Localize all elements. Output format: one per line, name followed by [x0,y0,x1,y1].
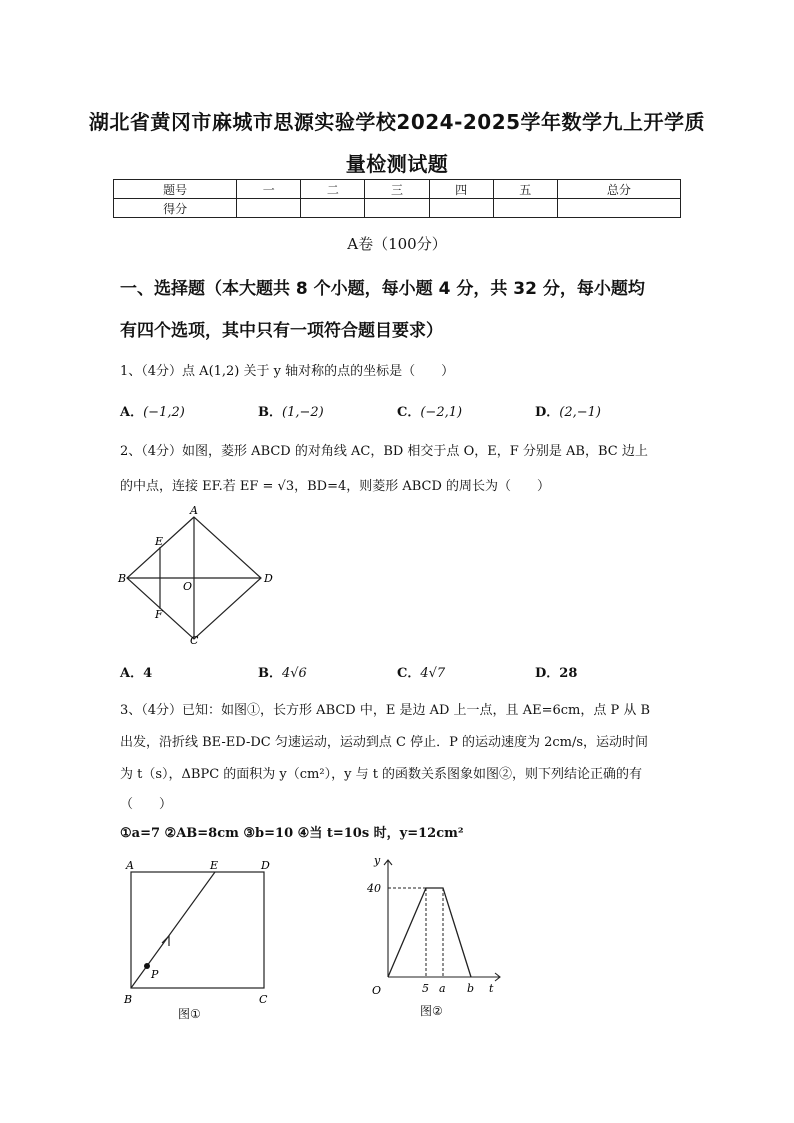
label-e: E [155,535,164,548]
score-header-cell: 四 [429,180,493,199]
label-origin: O [372,984,382,997]
segment-be [131,872,215,988]
option-label: D． [535,666,560,681]
label-o: O [183,580,193,593]
page-title: 湖北省黄冈市麻城市思源实验学校2024-2025学年数学九上开学质 [88,110,706,134]
part1-heading-continued: 有四个选项，其中只有一项符合题目要求） [120,321,443,341]
score-cell[interactable] [237,199,301,218]
label-a: A [126,859,134,872]
question-3-line-3: 为 t（s），ΔBPC 的面积为 y（cm²），y 与 t 的函数关系图象如图②，则下列结论正确的有 [120,767,643,782]
rectangle-figure [118,852,288,1027]
option-label: A． [120,666,144,681]
label-c: C [190,634,199,645]
label-p: P [151,968,159,981]
score-row-label: 得分 [114,199,237,218]
label-f: F [155,608,163,621]
score-cell[interactable] [493,199,557,218]
q1-option-c[interactable] [397,401,462,420]
score-header-cell: 题号 [114,180,237,199]
label-y: y [374,854,381,867]
option-label: B． [258,666,282,681]
score-table-row [114,199,681,218]
question-3-statements: ①a=7 ②AB=8cm ③b=10 ④当 t=10s 时，y=12cm² [120,826,464,841]
option-label: B． [258,405,282,420]
figure-1-caption: 图① [178,1007,201,1021]
label-40: 40 [367,882,381,895]
option-value: (1,−2) [282,405,324,420]
question-2-continued: 的中点，连接 EF.若 EF = √3，BD=4，则菱形 ABCD 的周长为（ ） [120,479,551,494]
option-value: 4√6 [282,666,307,681]
label-e: E [210,859,219,872]
label-b: B [118,572,127,585]
option-value: 28 [559,666,578,681]
option-value: 4√7 [420,666,446,681]
label-c: C [259,993,268,1006]
question-3: 3、（4分）已知：如图①，长方形 ABCD 中，E 是边 AD 上一点，且 AE=6cm，点 P 从 B [120,703,651,718]
q2-option-b[interactable] [258,662,307,681]
score-cell[interactable] [365,199,429,218]
label-a: A [190,505,198,517]
score-header-cell: 五 [493,180,557,199]
score-cell[interactable] [429,199,493,218]
label-t: t [489,982,494,995]
option-value: (−1,2) [143,405,185,420]
score-header-cell: 总分 [557,180,680,199]
part1-heading: 一、选择题（本大题共 8 个小题，每小题 4 分，共 32 分，每小题均 [120,279,645,299]
page-title-continued: 量检测试题 [345,152,449,176]
q2-option-c[interactable] [397,662,445,681]
question-1: 1、（4分）点 A(1,2) 关于 y 轴对称的点的坐标是（ ） [120,364,455,379]
q1-option-b[interactable] [258,401,324,420]
label-b: B [124,993,133,1006]
label-b: b [467,982,475,995]
option-label: A． [120,405,144,420]
question-2: 2、（4分）如图，菱形 ABCD 的对角线 AC，BD 相交于点 O，E，F 分别是 AB，BC 边上 [120,444,648,459]
score-cell[interactable] [557,199,680,218]
q2-option-a[interactable] [120,662,152,681]
option-value: (2,−1) [559,405,601,420]
section-a-heading: A卷（100分） [347,235,447,253]
score-table-header-row [114,180,681,199]
option-value: (−2,1) [420,405,463,420]
point-p [144,963,150,969]
question-3-line-4: （ ） [120,797,173,812]
score-cell[interactable] [301,199,365,218]
q2-option-d[interactable] [535,662,577,681]
option-label: C． [397,666,421,681]
score-header-cell: 一 [237,180,301,199]
label-a: a [439,982,446,995]
q1-option-d[interactable] [535,401,601,420]
function-graph [362,850,512,1005]
graph-line [388,888,471,977]
option-value: 4 [143,666,153,681]
label-5: 5 [422,982,429,995]
question-3-line-2: 出发，沿折线 BE-ED-DC 匀速运动，运动到点 C 停止．P 的运动速度为 2cm/s，运动时间 [120,735,649,750]
rhombus-figure [115,505,280,645]
option-label: C． [397,405,421,420]
label-d: D [264,572,273,585]
option-label: D． [535,405,560,420]
q1-option-a[interactable] [120,401,185,420]
score-header-cell: 二 [301,180,365,199]
score-header-cell: 三 [365,180,429,199]
figure-2-caption: 图② [420,1004,443,1018]
label-d: D [261,859,270,872]
score-table [113,179,681,218]
